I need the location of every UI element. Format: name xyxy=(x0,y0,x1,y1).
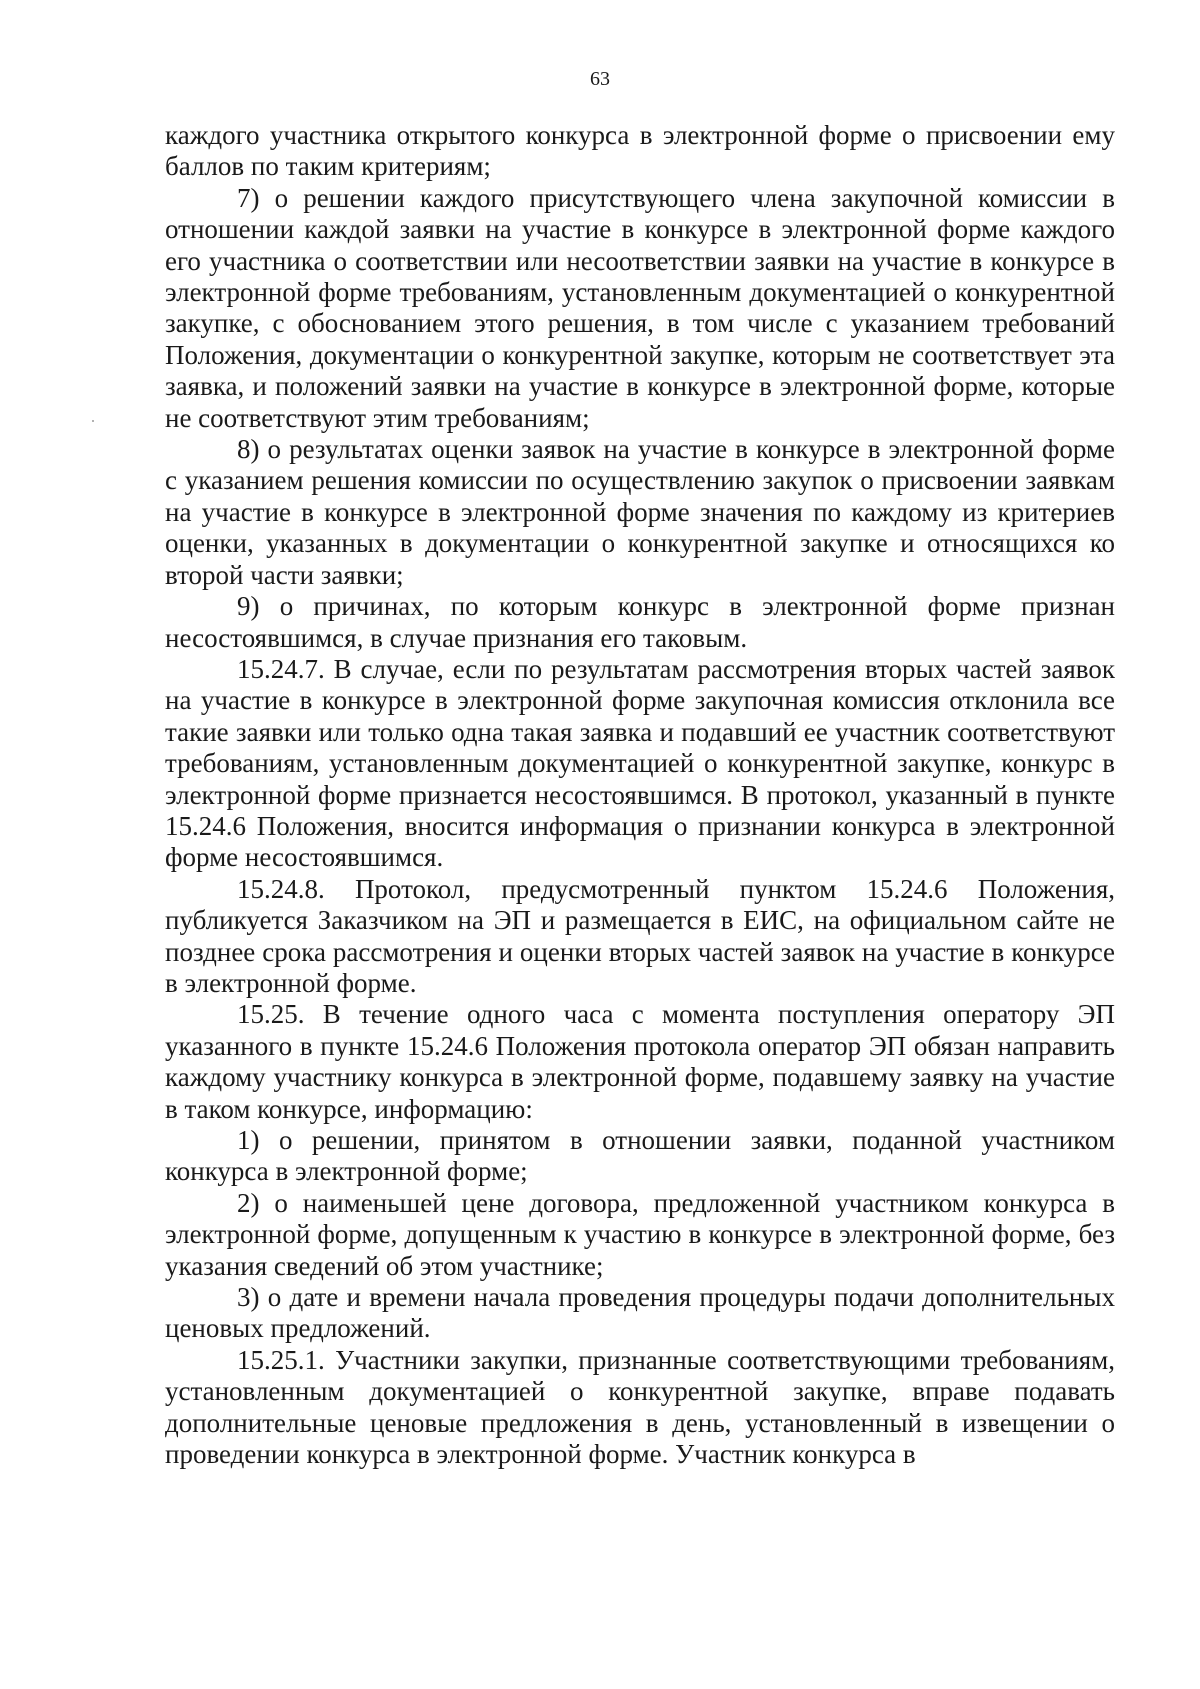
document-body xyxy=(165,120,1115,1470)
paragraph-15-25-item-3: 3) о дате и времени начала проведения процедуры подачи дополнительных ценовых предложений. xyxy=(165,1282,1115,1344)
paragraph-15-25: 15.25. В течение одного часа с момента поступления оператору ЭП указанного в пункте 15.24.6 Положения протокола оператор ЭП обязан направить каждому участнику конкурса в электронной форме, подавшему заявку на участие в таком конкурсе, информацию: xyxy=(165,999,1115,1124)
scan-speck xyxy=(92,420,94,422)
paragraph-item-8: 8) о результатах оценки заявок на участие в конкурсе в электронной форме с указанием решения комиссии по осуществлению закупок о присвоении заявкам на участие в конкурсе в электронной форме значения по каждому из критериев оценки, указанных в документации о конкурентной закупке и относящихся ко второй части заявки; xyxy=(165,434,1115,590)
paragraph-15-24-8: 15.24.8. Протокол, предусмотренный пунктом 15.24.6 Положения, публикуется Заказчиком на ЭП и размещается в ЕИС, на официальном сайте не позднее срока рассмотрения и оценки вторых частей заявок на участие в конкурсе в электронной форме. xyxy=(165,873,1115,998)
paragraph-item-7: 7) о решении каждого присутствующего члена закупочной комиссии в отношении каждой заявки на участие в конкурсе в электронной форме каждого его участника о соответствии или несоответствии заявки на участие в конкурсе в электронной форме требованиям, установленным документацией о конкурентной закупке, с обоснованием этого решения, в том числе с указанием требований Положения, документации о конкурентной закупке, которым не соответствует эта заявка, и положений заявки на участие в конкурсе в электронной форме, которые не соответствуют этим требованиям; xyxy=(165,182,1115,433)
paragraph-15-25-1: 15.25.1. Участники закупки, признанные соответствующими требованиям, установленным документацией о конкурентной закупке, вправе подавать дополнительные ценовые предложения в день, установленный в извещении о проведении конкурса в электронной форме. Участник конкурса в xyxy=(165,1344,1115,1470)
page-number: 63 xyxy=(590,68,610,90)
paragraph-15-25-item-1: 1) о решении, принятом в отношении заявки, поданной участником конкурса в электронной форме; xyxy=(165,1125,1115,1187)
paragraph-item-9: 9) о причинах, по которым конкурс в электронной форме признан несостоявшимся, в случае признания его таковым. xyxy=(165,591,1115,653)
paragraph-continuation: каждого участника открытого конкурса в электронной форме о присвоении ему баллов по таким критериям; xyxy=(165,120,1115,182)
paragraph-15-25-item-2: 2) о наименьшей цене договора, предложенной участником конкурса в электронной форме, допущенным к участию в конкурсе в электронной форме, без указания сведений об этом участнике; xyxy=(165,1187,1115,1281)
paragraph-15-24-7: 15.24.7. В случае, если по результатам рассмотрения вторых частей заявок на участие в конкурсе в электронной форме закупочная комиссия отклонила все такие заявки или только одна такая заявка и подавший ее участник соответствуют требованиям, установленным документацией о конкурентной закупке, конкурс в электронной форме признается несостоявшимся. В протокол, указанный в пункте 15.24.6 Положения, вносится информация о признании конкурса в электронной форме несостоявшимся. xyxy=(165,653,1115,873)
